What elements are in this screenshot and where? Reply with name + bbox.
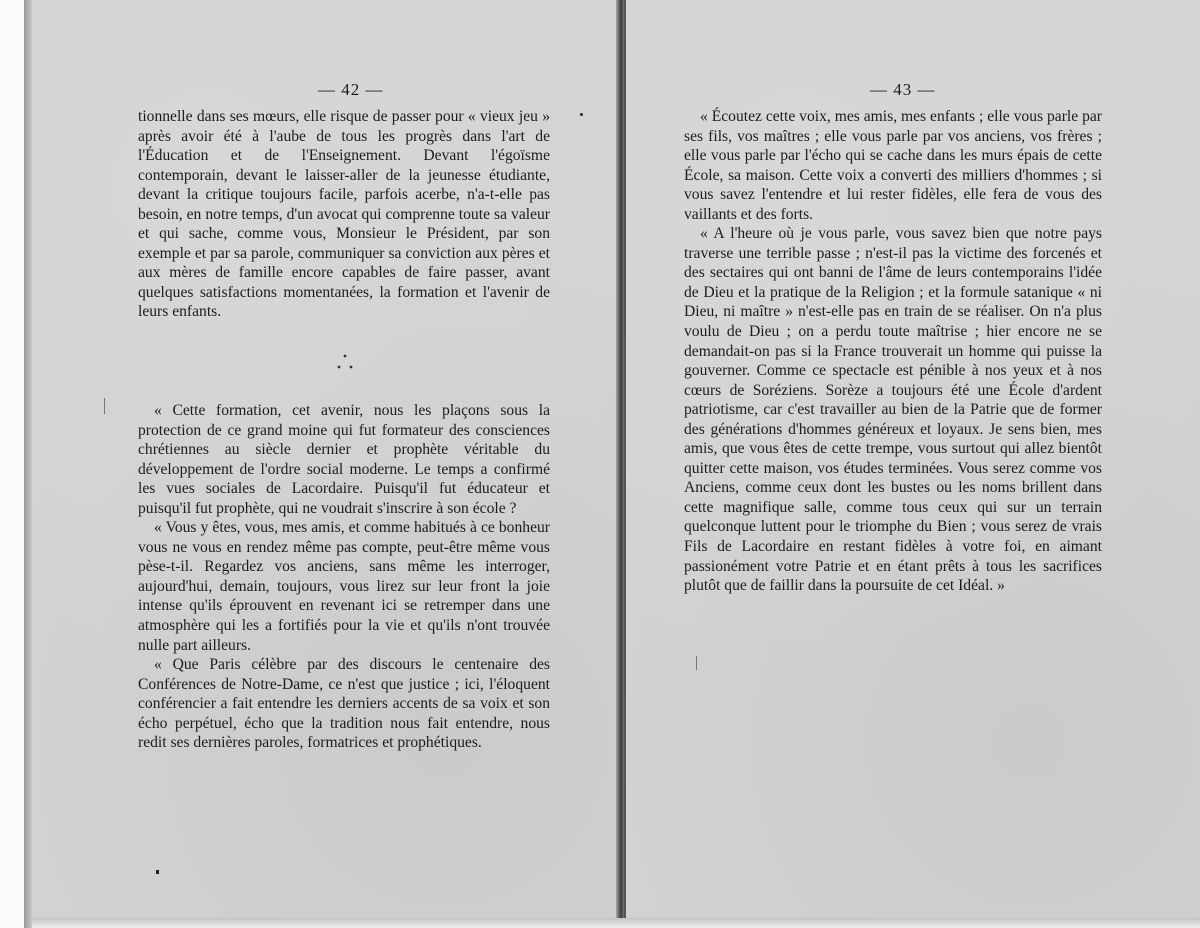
asterism-separator [334, 352, 356, 374]
right-page [624, 0, 1200, 928]
margin-mark [696, 656, 697, 670]
ink-speck [156, 870, 159, 874]
left-text-block-1 [138, 107, 550, 322]
book-bottom-edge [32, 918, 1200, 928]
margin-mark [104, 398, 105, 414]
paragraph: tionnelle dans ses mœurs, elle risque de passer pour « vieux jeu » après avoir été à l'aube de tous les progrès dans l'art de l'Éducation et de l'Enseignement. Devant l'égoïsme contemporain, devant le laisser-aller de la jeunesse étudiante, devant la critique toujours facile, parfois acerbe, n'a-t-elle pas besoin, en notre temps, d'un avocat qui comprenne toute sa valeur et qui sache, comme vous, Monsieur le Président, par son exemple et par sa parole, communiquer sa conviction aux pères et aux mères de famille encore capables de faire passer, avant quelques satisfactions momentanées, la formation et l'avenir de leurs enfants. [138, 108, 550, 321]
scan-background [0, 0, 24, 928]
page-number-left: — 42 — [318, 80, 384, 99]
left-page [32, 0, 621, 928]
paragraph: « Que Paris célèbre par des discours le centenaire des Conférences de Notre-Dame, ce n'est que justice ; ici, l'éloquent conférencier a fait entendre les derniers accents de sa voix et son écho perpétuel, écho que la tradition nous fait entendre, nous redit ses dernières paroles, formatrices et prophétiques. [138, 656, 550, 752]
paragraph: « Vous y êtes, vous, mes amis, et comme habitués à ce bonheur vous ne vous en rendez même pas compte, peut-être même vous pèse-t-il. Regardez vos anciens, sans même les interroger, aujourd'hui, demain, toujours, vous lirez sur leur front la joie intense qu'ils éprouvent en revenant ici se retremper dans une atmosphère qui les a fortifiés pour la vie et qu'ils n'ont trouvée nulle part ailleurs. [138, 519, 550, 654]
ink-speck [580, 113, 583, 116]
paragraph: « A l'heure où je vous parle, vous savez bien que notre pays traverse une terrible passe ; n'est-il pas la victime des forcenés et des sectaires qui ont banni de l'âme de leurs contemporains l'idée de Dieu et la pratique de la Religion ; et la formule satanique « ni Dieu, ni maître » n'est-elle pas en train de se réaliser. On n'a plus voulu de Dieu ; on a perdu toute maîtrise ; hier encore ne se demandait-on pas si la France trouverait un homme qui puisse la gouverner. Comme ce spectacle est pénible à nos yeux et à nos cœurs de Soréziens. Sorèze a toujours été une École d'ardent patriotisme, car c'est travailler au bien de la Patrie que de former des générations d'hommes généreux et loyaux. Je sens bien, mes amis, que vous êtes de cette trempe, vous surtout qui allez bientôt quitter cette maison, vos études terminées. Vous serez comme vos Anciens, comme ceux dont les bustes ou les noms brillent dans cette magnifique salle, comme tous ceux qui sur un terrain quelconque luttent pour le triomphe du Bien ; vous serez de vrais Fils de Lacordaire en restant fidèles à votre foi, en aimant passionément votre Patrie et en étant prêts à tous les sacrifices plutôt que de faillir dans la poursuite de cet Idéal. » [684, 225, 1102, 595]
book-edge-shadow [24, 0, 32, 928]
page-number-right: — 43 — [870, 80, 936, 99]
left-text-block-2 [138, 401, 550, 753]
paragraph: « Cette formation, cet avenir, nous les plaçons sous la protection de ce grand moine qui fut formateur des consciences chrétiennes au siècle dernier et prophète véritable du développement de l'ordre social moderne. Le temps a confirmé les vues sociales de Lacordaire. Puisqu'il fut éducateur et puisqu'il fut prophète, qui ne voudrait s'inscrire à son école ? [138, 402, 550, 517]
right-text-block-1 [684, 107, 1102, 596]
paragraph: « Écoutez cette voix, mes amis, mes enfants ; elle vous parle par ses fils, vos maîtres ; elle vous parle par vos anciens, vos frères ; elle vous parle par l'écho qui se cache dans les murs épais de cette École, sa maison. Cette voix a converti des milliers d'hommes ; si vous savez l'entendre et lui rester fidèles, elle fera de vous des vaillants et des forts. [684, 108, 1102, 223]
